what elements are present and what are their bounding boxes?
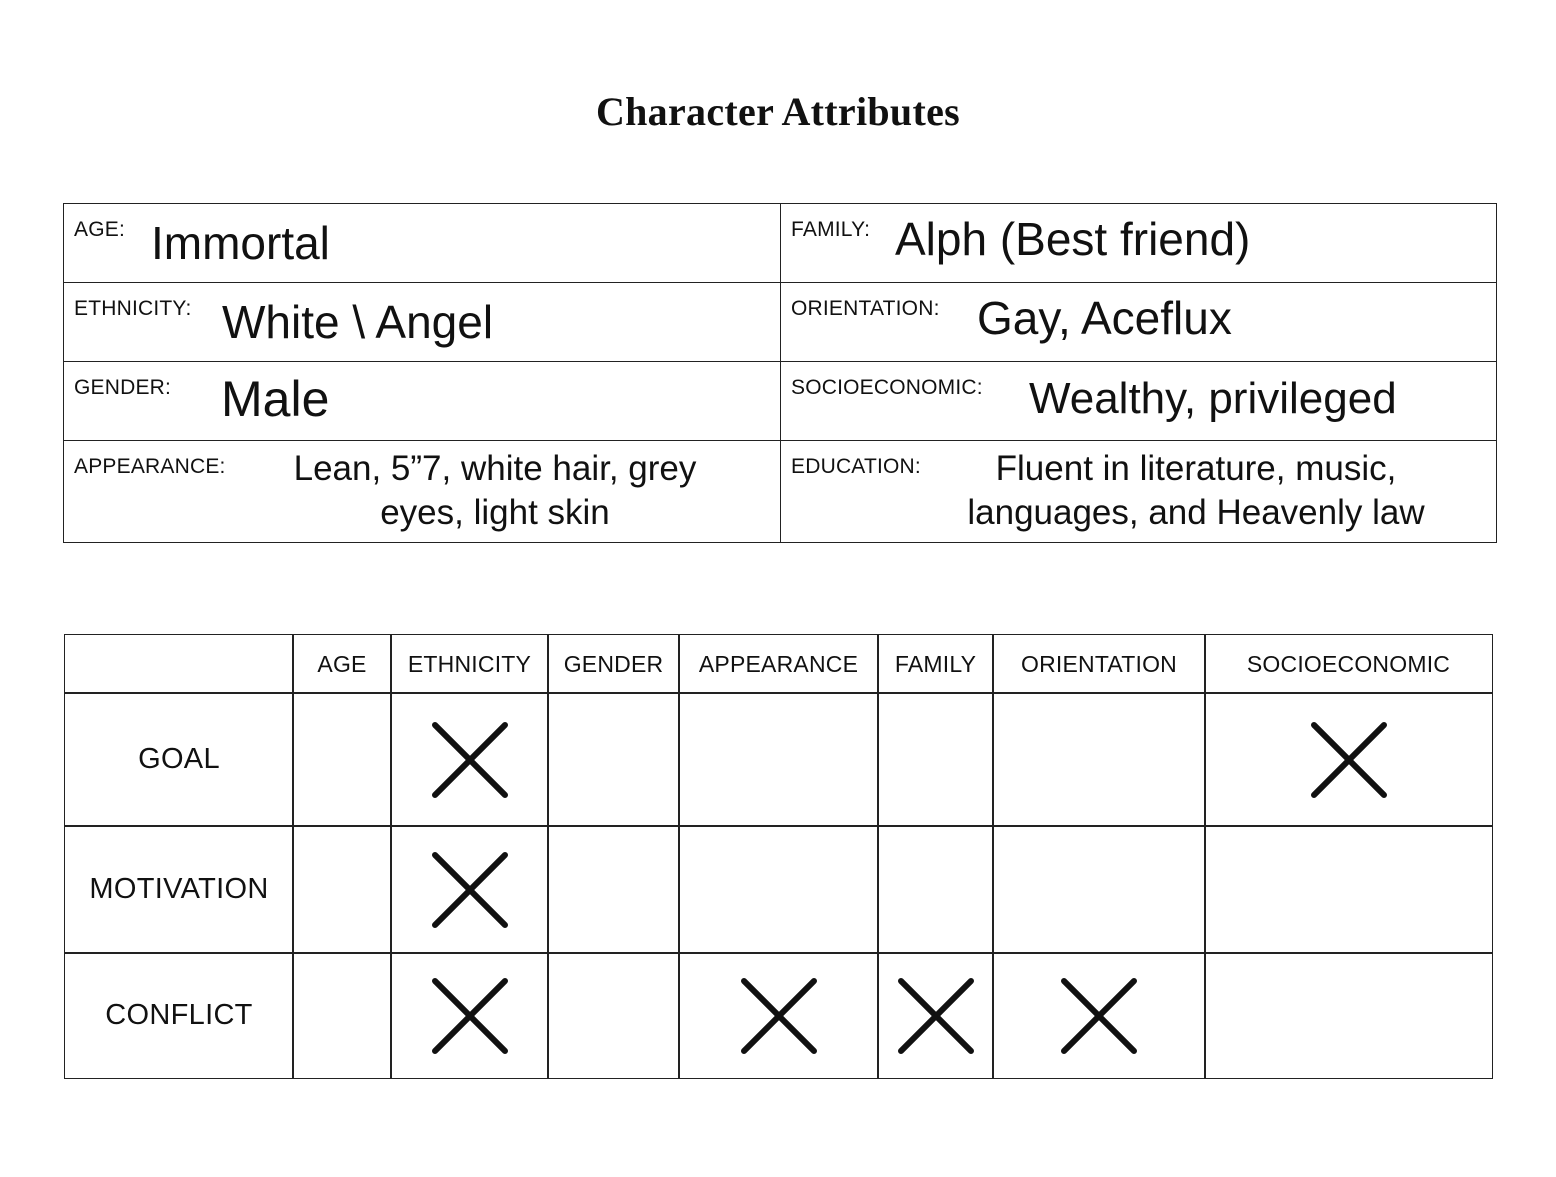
x-mark-icon (431, 977, 509, 1055)
column-header-appearance: APPEARANCE (698, 650, 859, 677)
attributes-table (63, 203, 1497, 543)
row-header-goal: GOAL (138, 743, 220, 775)
attributes-row (64, 362, 1496, 441)
row-header-conflict: CONFLICT (105, 999, 253, 1031)
family-value: Alph (Best friend) (895, 213, 1251, 265)
ethnicity-label: ETHNICITY: (74, 297, 192, 320)
page-title: Character Attributes (595, 89, 961, 134)
attribute-matrix (64, 634, 1493, 1079)
family-label: FAMILY: (791, 218, 871, 241)
x-mark-icon (431, 721, 509, 799)
column-divider (390, 635, 392, 1078)
age-cell (64, 204, 781, 282)
education-label: EDUCATION: (791, 455, 921, 478)
column-divider (992, 635, 994, 1078)
column-header-family: FAMILY (894, 650, 977, 677)
x-mark-icon (1310, 721, 1388, 799)
orientation-value: Gay, Aceflux (977, 292, 1232, 344)
column-header-gender: GENDER (563, 650, 664, 677)
appearance-label: APPEARANCE: (74, 455, 226, 478)
age-label: AGE: (74, 218, 125, 241)
appearance-cell (64, 441, 781, 542)
gender-value: Male (221, 371, 330, 427)
column-header-age: AGE (317, 650, 367, 677)
attributes-row (64, 283, 1496, 362)
socioeconomic-cell (781, 362, 1496, 440)
column-divider (547, 635, 549, 1078)
socioeconomic-value: Wealthy, privileged (1029, 374, 1397, 423)
column-header-ethnicity: ETHNICITY (407, 650, 532, 677)
family-cell (781, 204, 1496, 282)
orientation-cell (781, 283, 1496, 361)
orientation-label: ORIENTATION: (791, 297, 940, 320)
x-mark-icon (897, 977, 975, 1055)
gender-label: GENDER: (74, 376, 172, 399)
ethnicity-value: White \ Angel (222, 296, 494, 348)
age-value: Immortal (151, 217, 330, 269)
appearance-value: Lean, 5”7, white hair, grey eyes, light skin (293, 449, 697, 532)
column-divider (1204, 635, 1206, 1078)
ethnicity-cell (64, 283, 781, 361)
gender-cell (64, 362, 781, 440)
column-divider (877, 635, 879, 1078)
education-cell (781, 441, 1496, 542)
column-divider (678, 635, 680, 1078)
x-mark-icon (740, 977, 818, 1055)
x-mark-icon (1060, 977, 1138, 1055)
column-header-socioeconomic: SOCIOECONOMIC (1246, 650, 1451, 677)
attributes-row (64, 441, 1496, 542)
row-header-motivation: MOTIVATION (89, 873, 269, 905)
column-header-orientation: ORIENTATION (1021, 650, 1177, 677)
education-value: Fluent in literature, music, languages, and Heavenly law (967, 449, 1425, 532)
x-mark-icon (431, 851, 509, 929)
attributes-row (64, 204, 1496, 283)
socioeconomic-label: SOCIOECONOMIC: (791, 376, 983, 399)
